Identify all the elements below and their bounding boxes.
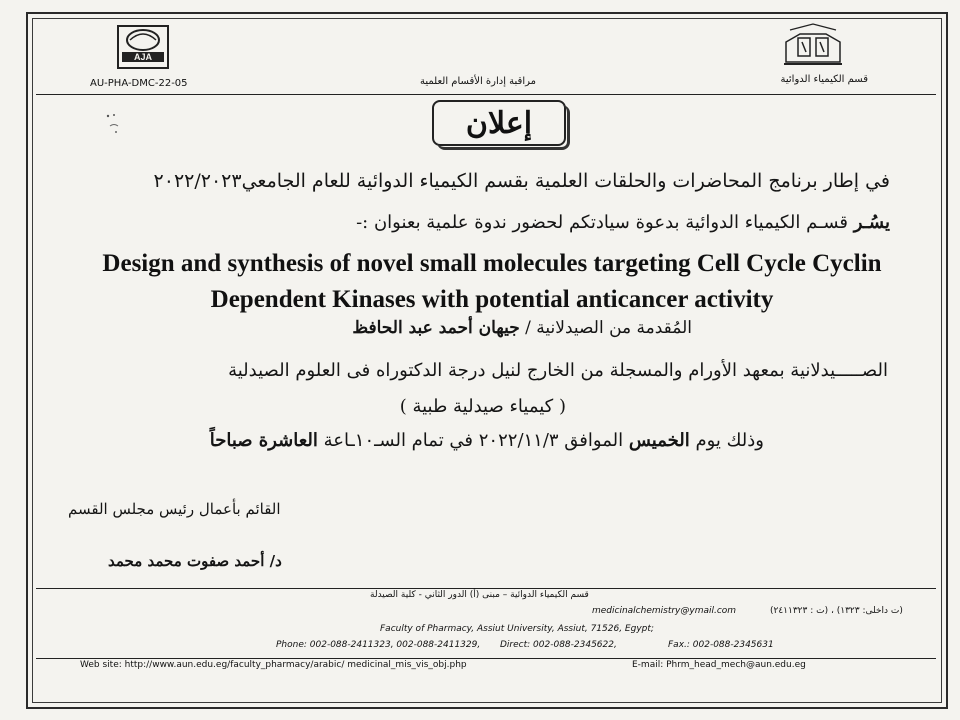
date-middle: الموافق ٢٠٢٢/١١/٣ في تمام السـ١٠ـاعة: [317, 430, 629, 451]
footer-faculty: Faculty of Pharmacy, Assiut University, Assiut, 71526, Egypt;: [380, 624, 654, 634]
presenter-name: جيهان أحمد عبد الحافظ: [352, 318, 520, 338]
footer-direct: Direct: 002-088-2345622,: [500, 640, 617, 650]
intro-line: في إطار برنامج المحاضرات والحلقات العلمية بقسم الكيمياء الدوائية للعام الجامعي٢٠٢٢/٢٠٢٣: [153, 170, 890, 192]
day-name: الخميس: [628, 430, 690, 451]
presenter-prefix: المُقدمة من الصيدلانية /: [519, 318, 692, 338]
footer-email-link-2[interactable]: E-mail: Phrm_head_mech@aun.edu.eg: [632, 660, 806, 670]
header-divider: [36, 94, 936, 95]
seminar-title-line-2: Dependent Kinases with potential anticancer activity: [210, 286, 774, 313]
footer-tel-ar: (ت داخلى: ١٣٢٣) ، (ت : ٢٤١١٣٢٣): [770, 606, 903, 616]
footer-email-link[interactable]: medicinalchemistry@ymail.com: [592, 606, 737, 616]
footer-fax: Fax.: 002-088-2345631: [668, 640, 774, 650]
document-code: AU-PHA-DMC-22-05: [90, 78, 188, 89]
department-label: قسم الكيمياء الدوائية: [780, 74, 868, 85]
signature-name: د/ أحمد صفوت محمد محمد: [108, 552, 282, 570]
scratch-marks-icon: [104, 112, 124, 136]
logo-text: AJA: [133, 52, 153, 62]
aja-logo-icon: [114, 24, 172, 70]
invitation-lead: يسُـر: [853, 212, 890, 233]
monitor-label: مراقبة إدارة الأقسام العلمية: [420, 76, 536, 87]
footer-website-link[interactable]: Web site: http://www.aun.edu.eg/faculty_pharmacy/arabic/ medicinal_mis_vis_obj.php: [80, 660, 467, 670]
date-time-line: [210, 430, 764, 451]
invitation-line: [356, 212, 890, 233]
seminar-title-line-1: Design and synthesis of novel small molecules targeting Cell Cycle Cyclin: [102, 250, 882, 277]
footer-phone: Phone: 002-088-2411323, 002-088-2411329,: [276, 640, 481, 650]
presenter-affiliation: الصـــــيدلانية بمعهد الأورام والمسجلة من الخارج لنيل درجة الدكتوراه فى العلوم الصيدلية: [228, 360, 888, 381]
signature-title: القائم بأعمال رئيس مجلس القسم: [68, 500, 281, 518]
time-text: العاشرة صباحاً: [209, 430, 318, 451]
announcement-title-box: [432, 100, 566, 146]
presenter-line: [352, 318, 692, 338]
page-title: إعلان: [465, 105, 533, 141]
faculty-logo-icon: [780, 22, 846, 68]
specialty-line: ( كيمياء صيدلية طبية ): [399, 396, 566, 417]
date-prefix: وذلك يوم: [689, 430, 764, 451]
footer-address: قسم الكيمياء الدوائية – مبنى (أ) الدور الثاني - كلية الصيدلة: [370, 590, 589, 600]
invitation-rest: قسـم الكيمياء الدوائية بدعوة سيادتكم لحضور ندوة علمية بعنوان :-: [356, 212, 854, 233]
footer-divider-top: [36, 588, 936, 589]
footer-divider-bottom: [36, 658, 936, 659]
